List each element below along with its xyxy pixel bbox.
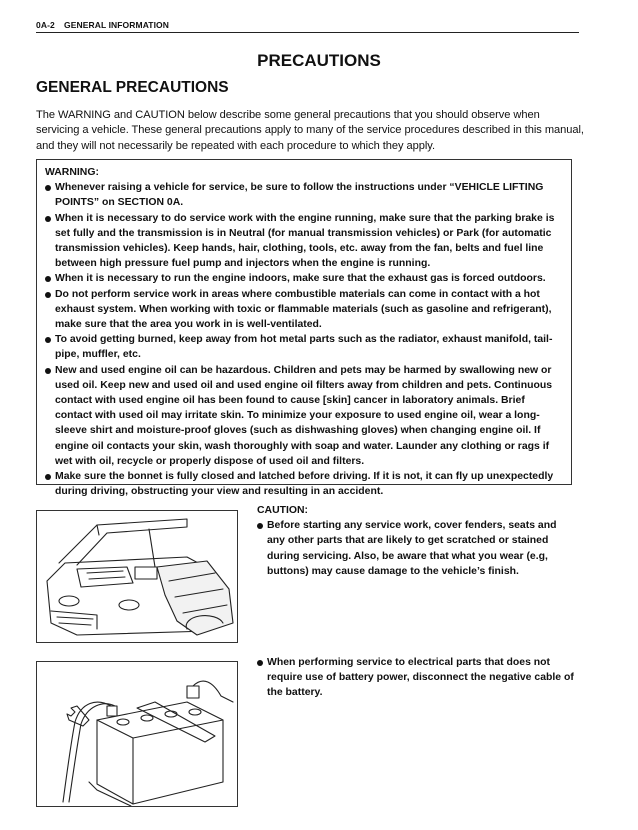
warning-item: When it is necessary to run the engine indoors, make sure that the exhaust gas is forced outdoors.	[45, 271, 563, 286]
car-icon	[37, 511, 237, 642]
intro-paragraph: The WARNING and CAUTION below describe some general precautions that you should observe when servicing a vehicle. These general precautions apply to many of the service procedures described in this manual, and they will not necessarily be repeated with each procedure to which they apply.	[36, 109, 584, 152]
electrical-item: When performing service to electrical parts that does not require use of battery power, disconnect the negative cable of the battery.	[257, 655, 575, 701]
warning-item: When it is necessary to do service work with the engine running, make sure that the parking brake is set fully and the transmission is in Neutral (for manual transmission vehicles) or Park (for automatic transmission vehicles). Keep hands, hair, clothing, tools, etc. away from the fan, belts and fuel line between high pressure fuel pump and injectors when the engine is running.	[45, 211, 563, 272]
caution-list	[257, 518, 575, 579]
header-section-name: GENERAL INFORMATION	[64, 20, 169, 30]
page-number: 0A-2	[36, 20, 55, 30]
battery-negative-cable-illustration	[36, 661, 238, 807]
battery-icon	[37, 662, 237, 806]
warning-box	[36, 159, 572, 498]
warning-list	[45, 180, 563, 499]
warning-title: WARNING:	[45, 167, 99, 178]
running-header	[36, 19, 579, 33]
warning-item: Whenever raising a vehicle for service, be sure to follow the instructions under “VEHICLE LIFTING POINTS” on SECTION 0A.	[45, 180, 563, 210]
warning-item: Do not perform service work in areas where combustible materials can come in contact with a hot exhaust system. When working with toxic or flammable materials (such as gasoline and refrigerant), make sure that the area you work in is well-ventilated.	[45, 287, 563, 333]
page-title: PRECAUTIONS	[257, 51, 381, 70]
caution-item: Before starting any service work, cover fenders, seats and any other parts that are likely to get scratched or stained during servicing. Also, be aware that what you wear (e.g, buttons) may cause damage to the vehicle’s finish.	[257, 518, 575, 579]
warning-item: To avoid getting burned, keep away from hot metal parts such as the radiator, exhaust manifold, tail-pipe, muffler, etc.	[45, 332, 563, 362]
electrical-precaution-block	[257, 655, 575, 701]
caution-block	[257, 503, 575, 579]
car-with-fender-cover-illustration	[36, 510, 238, 643]
caution-title: CAUTION:	[257, 505, 309, 516]
warning-item: Make sure the bonnet is fully closed and latched before driving. If it is not, it can fly up unexpectedly during driving, obstructing your view and resulting in an accident.	[45, 469, 563, 499]
warning-item: New and used engine oil can be hazardous. Children and pets may be harmed by swallowing new or used oil. Keep new and used oil and used engine oil filters away from children and pets. Continuous contact with used engine oil has been found to cause [skin] cancer in laboratory animals. Brief contact with used oil may irritate skin. To minimize your exposure to used engine oil, wear a long-sleeve shirt and moisture-proof gloves (such as dishwashing gloves) when changing engine oil. If engine oil contacts your skin, wash thoroughly with soap and water. Launder any clothing or rags if wet with oil, recycle or properly dispose of used oil and filters.	[45, 363, 563, 469]
section-heading: GENERAL PRECAUTIONS	[36, 79, 229, 96]
electrical-list	[257, 655, 575, 701]
